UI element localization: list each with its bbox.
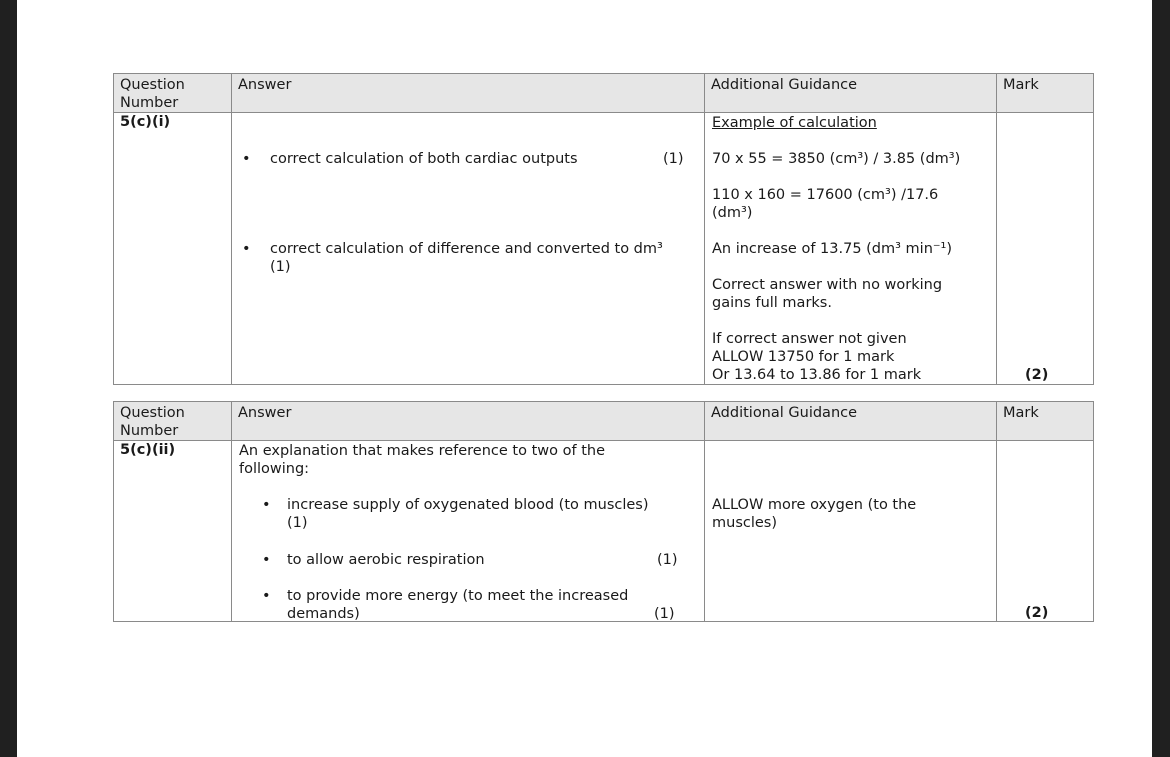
header-mark: Mark	[997, 402, 1094, 441]
mark-scheme-table-5ci	[113, 73, 1094, 385]
table-header-row	[114, 74, 1094, 113]
guidance-line: ALLOW 13750 for 1 mark	[712, 349, 895, 365]
bullet-text: correct calculation of difference and converted to dm³	[270, 241, 663, 257]
table-header-row	[114, 402, 1094, 441]
answer-intro: An explanation that makes reference to two of the following:	[239, 443, 605, 477]
guidance-line: 110 x 160 = 17600 (cm³) /17.6 (dm³)	[712, 187, 939, 221]
bullet-text: correct calculation of both cardiac outputs	[270, 151, 578, 167]
header-mark: Mark	[997, 74, 1094, 113]
header-answer: Answer	[232, 74, 705, 113]
guidance-cell	[705, 113, 997, 385]
header-additional-guidance: Additional Guidance	[705, 402, 997, 441]
total-mark: (2)	[1025, 605, 1049, 621]
guidance-line: Correct answer with no working gains full marks.	[712, 277, 943, 311]
mark-cell	[997, 441, 1094, 622]
mark-cell	[997, 113, 1094, 385]
header-question-number: Question Number	[114, 74, 232, 113]
question-number: 5(c)(i)	[120, 114, 171, 130]
mark-scheme-table-5cii	[113, 401, 1094, 622]
bullet-text: increase supply of oxygenated blood (to muscles)	[287, 497, 649, 513]
bullet-mark: (1)	[270, 259, 291, 275]
guidance-cell	[705, 441, 997, 622]
document-page	[17, 0, 1152, 757]
guidance-line: If correct answer not given	[712, 331, 907, 347]
guidance-line: Or 13.64 to 13.86 for 1 mark	[712, 367, 922, 383]
guidance-line: 70 x 55 = 3850 (cm³) / 3.85 (dm³)	[712, 151, 961, 167]
header-answer: Answer	[232, 402, 705, 441]
header-additional-guidance: Additional Guidance	[705, 74, 997, 113]
table-row	[114, 113, 1094, 385]
guidance-line: An increase of 13.75 (dm³ min⁻¹)	[712, 241, 953, 257]
bullet-mark: (1)	[654, 606, 675, 622]
example-title: Example of calculation	[712, 115, 877, 131]
answer-cell: An explanation that makes reference to two of the following: • increase supply of oxygenated blood (to muscles) (1) • to allow aerobic respiration (1) • to provide more energy (to meet the increased demands) (1)	[232, 441, 705, 622]
bullet-mark: (1)	[287, 515, 308, 531]
bullet-mark: (1)	[663, 151, 684, 167]
header-question-number: Question Number	[114, 402, 232, 441]
bullet-text: to provide more energy (to meet the increased demands)	[287, 588, 629, 622]
question-number: 5(c)(ii)	[120, 442, 176, 458]
total-mark: (2)	[1025, 367, 1049, 383]
guidance-line: ALLOW more oxygen (to the muscles)	[712, 497, 917, 531]
answer-cell: • correct calculation of both cardiac outputs (1) • correct calculation of difference and converted to dm³ (1)	[232, 113, 705, 385]
bullet-text: to allow aerobic respiration	[287, 552, 485, 568]
table-row	[114, 441, 1094, 622]
bullet-mark: (1)	[657, 552, 678, 568]
